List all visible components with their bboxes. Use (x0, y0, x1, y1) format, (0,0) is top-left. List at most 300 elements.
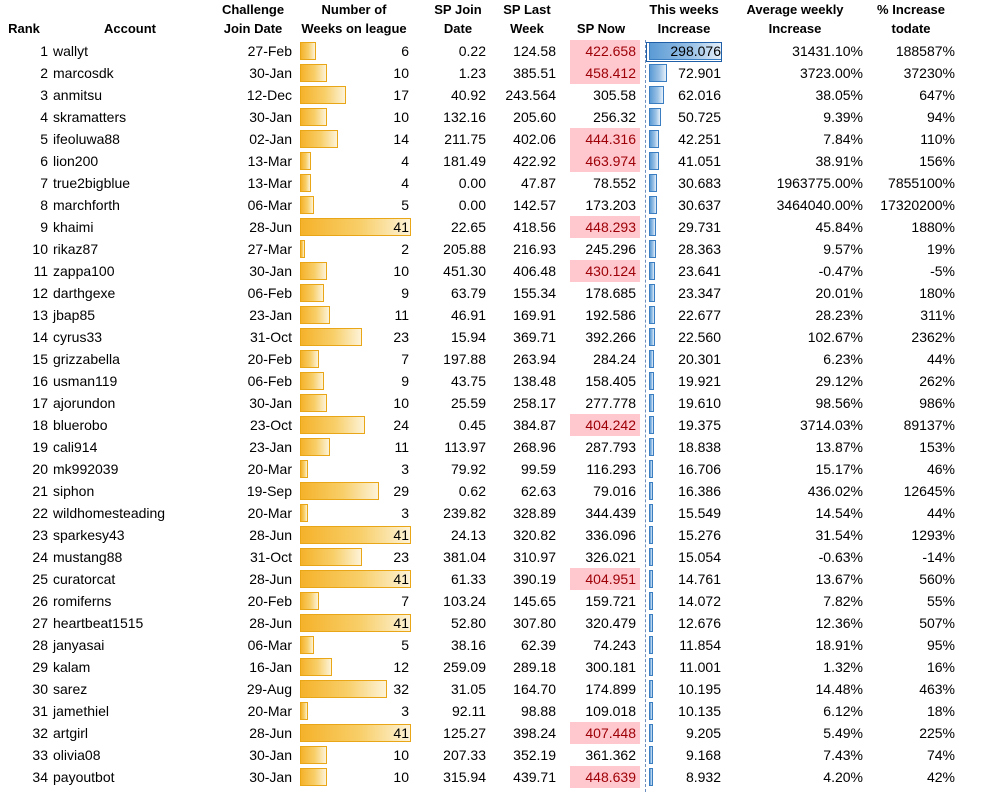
sp-now-cell[interactable]: 256.32 (593, 109, 636, 125)
weeks-cell[interactable]: 14 (393, 131, 409, 147)
sp-last-cell[interactable]: 320.82 (513, 527, 556, 543)
pct-increase-todate-cell[interactable]: 46% (926, 461, 955, 477)
sp-last-cell[interactable]: 155.34 (513, 285, 556, 301)
sp-last-cell[interactable]: 328.89 (513, 505, 556, 521)
this-weeks-increase-cell[interactable]: 50.725 (678, 109, 721, 125)
avg-weekly-increase-cell[interactable]: 29.12% (815, 373, 863, 389)
weeks-cell[interactable]: 5 (401, 637, 409, 653)
sp-join-cell[interactable]: 103.24 (443, 593, 486, 609)
avg-weekly-increase-cell[interactable]: 1.32% (823, 659, 863, 675)
join-date-cell[interactable]: 28-Jun (249, 219, 292, 235)
rank-cell[interactable]: 29 (32, 659, 48, 675)
avg-weekly-increase-cell[interactable]: 7.84% (823, 131, 863, 147)
weeks-cell[interactable]: 24 (393, 417, 409, 433)
join-date-cell[interactable]: 20-Mar (247, 703, 292, 719)
this-weeks-increase-cell[interactable]: 29.731 (678, 219, 721, 235)
rank-cell[interactable]: 16 (32, 373, 48, 389)
sp-last-cell[interactable]: 205.60 (513, 109, 556, 125)
sp-last-cell[interactable]: 406.48 (513, 263, 556, 279)
this-weeks-increase-cell[interactable]: 42.251 (678, 131, 721, 147)
join-date-cell[interactable]: 30-Jan (249, 109, 292, 125)
sp-now-cell[interactable]: 300.181 (585, 659, 636, 675)
weeks-cell[interactable]: 10 (393, 65, 409, 81)
sp-join-cell[interactable]: 451.30 (443, 263, 486, 279)
weeks-cell[interactable]: 11 (394, 307, 409, 323)
sp-last-cell[interactable]: 169.91 (513, 307, 556, 323)
sp-join-cell[interactable]: 0.22 (458, 43, 486, 59)
this-weeks-increase-cell[interactable]: 9.168 (685, 747, 721, 763)
account-cell[interactable]: marchforth (53, 197, 120, 213)
avg-weekly-increase-cell[interactable]: 5.49% (823, 725, 863, 741)
avg-weekly-increase-cell[interactable]: 31.54% (815, 527, 863, 543)
weeks-cell[interactable]: 23 (393, 549, 409, 565)
sp-join-cell[interactable]: 259.09 (443, 659, 486, 675)
join-date-cell[interactable]: 19-Sep (246, 483, 292, 499)
account-cell[interactable]: janyasai (53, 637, 105, 653)
pct-increase-todate-cell[interactable]: 225% (919, 725, 955, 741)
account-cell[interactable]: lion200 (53, 153, 99, 169)
sp-now-cell[interactable]: 74.243 (593, 637, 636, 653)
sp-now-cell[interactable]: 444.316 (585, 131, 636, 147)
join-date-cell[interactable]: 30-Jan (249, 395, 292, 411)
join-date-cell[interactable]: 30-Jan (249, 263, 292, 279)
pct-increase-todate-cell[interactable]: 156% (919, 153, 955, 169)
account-cell[interactable]: jbap85 (53, 307, 96, 323)
rank-cell[interactable]: 7 (40, 175, 48, 191)
sp-join-cell[interactable]: 197.88 (443, 351, 486, 367)
join-date-cell[interactable]: 29-Aug (246, 681, 292, 697)
sp-join-cell[interactable]: 132.16 (443, 109, 486, 125)
pct-increase-todate-cell[interactable]: 2362% (911, 329, 955, 345)
sp-now-cell[interactable]: 245.296 (585, 241, 636, 257)
this-weeks-increase-cell[interactable]: 298.076 (670, 43, 721, 59)
account-cell[interactable]: ajorundon (53, 395, 116, 411)
pct-increase-todate-cell[interactable]: 1293% (911, 527, 955, 543)
rank-cell[interactable]: 10 (32, 241, 48, 257)
sp-join-cell[interactable]: 38.16 (450, 637, 486, 653)
this-weeks-increase-cell[interactable]: 72.901 (678, 65, 721, 81)
join-date-cell[interactable]: 28-Jun (249, 615, 292, 631)
join-date-cell[interactable]: 30-Jan (249, 65, 292, 81)
weeks-cell[interactable]: 10 (393, 769, 409, 785)
account-cell[interactable]: sparkesy43 (53, 527, 125, 543)
sp-now-cell[interactable]: 463.974 (585, 153, 636, 169)
avg-weekly-increase-cell[interactable]: 9.39% (823, 109, 863, 125)
this-weeks-increase-cell[interactable]: 23.347 (678, 285, 721, 301)
pct-increase-todate-cell[interactable]: 560% (919, 571, 955, 587)
sp-now-cell[interactable]: 404.242 (585, 417, 636, 433)
header-rank[interactable]: Rank (8, 21, 40, 36)
avg-weekly-increase-cell[interactable]: 14.48% (815, 681, 863, 697)
sp-join-cell[interactable]: 0.00 (458, 175, 486, 191)
account-cell[interactable]: curatorcat (53, 571, 116, 587)
avg-weekly-increase-cell[interactable]: 14.54% (815, 505, 863, 521)
sp-now-cell[interactable]: 336.096 (585, 527, 636, 543)
weeks-cell[interactable]: 10 (393, 395, 409, 411)
pct-increase-todate-cell[interactable]: 37230% (903, 65, 955, 81)
sp-last-cell[interactable]: 385.51 (513, 65, 556, 81)
sp-join-cell[interactable]: 46.91 (450, 307, 486, 323)
sp-last-cell[interactable]: 398.24 (513, 725, 556, 741)
account-cell[interactable]: wildhomesteading (53, 505, 166, 521)
account-cell[interactable]: marcosdk (53, 65, 114, 81)
sp-join-cell[interactable]: 0.00 (458, 197, 486, 213)
account-cell[interactable]: rikaz87 (53, 241, 99, 257)
sp-join-cell[interactable]: 381.04 (443, 549, 486, 565)
rank-cell[interactable]: 23 (32, 527, 48, 543)
sp-now-cell[interactable]: 326.021 (585, 549, 636, 565)
sp-last-cell[interactable]: 268.96 (513, 439, 556, 455)
join-date-cell[interactable]: 28-Jun (249, 527, 292, 543)
pct-increase-todate-cell[interactable]: 180% (919, 285, 955, 301)
avg-weekly-increase-cell[interactable]: 13.67% (815, 571, 863, 587)
join-date-cell[interactable]: 31-Oct (249, 549, 292, 565)
sp-last-cell[interactable]: 352.19 (513, 747, 556, 763)
account-cell[interactable]: grizzabella (53, 351, 120, 367)
weeks-cell[interactable]: 32 (393, 681, 409, 697)
sp-last-cell[interactable]: 263.94 (513, 351, 556, 367)
join-date-cell[interactable]: 16-Jan (249, 659, 292, 675)
rank-cell[interactable]: 8 (40, 197, 48, 213)
sp-now-cell[interactable]: 361.362 (585, 747, 636, 763)
join-date-cell[interactable]: 27-Mar (247, 241, 292, 257)
rank-cell[interactable]: 24 (32, 549, 48, 565)
this-weeks-increase-cell[interactable]: 30.683 (678, 175, 721, 191)
sp-join-cell[interactable]: 52.80 (450, 615, 486, 631)
sp-now-cell[interactable]: 173.203 (585, 197, 636, 213)
sp-join-cell[interactable]: 79.92 (450, 461, 486, 477)
join-date-cell[interactable]: 28-Jun (249, 725, 292, 741)
join-date-cell[interactable]: 30-Jan (249, 747, 292, 763)
pct-increase-todate-cell[interactable]: 311% (920, 307, 955, 323)
sp-join-cell[interactable]: 61.33 (450, 571, 486, 587)
avg-weekly-increase-cell[interactable]: 15.17% (815, 461, 863, 477)
pct-increase-todate-cell[interactable]: 188587% (895, 43, 955, 59)
this-weeks-increase-cell[interactable]: 15.054 (678, 549, 721, 565)
weeks-cell[interactable]: 7 (401, 351, 409, 367)
this-weeks-increase-cell[interactable]: 15.276 (678, 527, 721, 543)
weeks-cell[interactable]: 3 (401, 703, 409, 719)
this-weeks-increase-cell[interactable]: 62.016 (678, 87, 721, 103)
pct-increase-todate-cell[interactable]: 44% (926, 505, 955, 521)
account-cell[interactable]: romiferns (53, 593, 112, 609)
sp-last-cell[interactable]: 142.57 (513, 197, 556, 213)
sp-now-cell[interactable]: 116.293 (586, 461, 636, 477)
avg-weekly-increase-cell[interactable]: 9.57% (823, 241, 863, 257)
sp-join-cell[interactable]: 25.59 (450, 395, 486, 411)
header-avg-weekly[interactable]: Average weekly Increase (746, 2, 844, 36)
account-cell[interactable]: olivia08 (53, 747, 101, 763)
sp-join-cell[interactable]: 0.62 (458, 483, 486, 499)
this-weeks-increase-cell[interactable]: 11.854 (679, 637, 721, 653)
sp-join-cell[interactable]: 92.11 (452, 703, 486, 719)
pct-increase-todate-cell[interactable]: 42% (926, 769, 955, 785)
sp-last-cell[interactable]: 310.97 (513, 549, 556, 565)
pct-increase-todate-cell[interactable]: 986% (919, 395, 955, 411)
sp-last-cell[interactable]: 124.58 (513, 43, 556, 59)
pct-increase-todate-cell[interactable]: 647% (919, 87, 955, 103)
account-cell[interactable]: jamethiel (53, 703, 110, 719)
rank-cell[interactable]: 3 (40, 87, 48, 103)
this-weeks-increase-cell[interactable]: 19.610 (678, 395, 721, 411)
pct-increase-todate-cell[interactable]: 89137% (903, 417, 955, 433)
sp-last-cell[interactable]: 289.18 (513, 659, 556, 675)
pct-increase-todate-cell[interactable]: 95% (926, 637, 955, 653)
sp-join-cell[interactable]: 315.94 (443, 769, 486, 785)
weeks-cell[interactable]: 5 (401, 197, 409, 213)
weeks-cell[interactable]: 4 (401, 175, 409, 191)
sp-last-cell[interactable]: 307.80 (513, 615, 556, 631)
sp-now-cell[interactable]: 458.412 (585, 65, 636, 81)
sp-last-cell[interactable]: 422.92 (513, 153, 556, 169)
weeks-cell[interactable]: 6 (401, 43, 409, 59)
account-cell[interactable]: mustang88 (53, 549, 123, 565)
rank-cell[interactable]: 22 (32, 505, 48, 521)
weeks-cell[interactable]: 4 (401, 153, 409, 169)
this-weeks-increase-cell[interactable]: 23.641 (678, 263, 721, 279)
sp-now-cell[interactable]: 192.586 (585, 307, 636, 323)
sp-last-cell[interactable]: 390.19 (513, 571, 556, 587)
avg-weekly-increase-cell[interactable]: 3464040.00% (776, 197, 863, 213)
account-cell[interactable]: payoutbot (53, 769, 115, 785)
sp-now-cell[interactable]: 392.266 (585, 329, 636, 345)
avg-weekly-increase-cell[interactable]: 6.12% (823, 703, 863, 719)
this-weeks-increase-cell[interactable]: 18.838 (678, 439, 721, 455)
weeks-cell[interactable]: 9 (401, 285, 409, 301)
join-date-cell[interactable]: 23-Jan (249, 439, 292, 455)
this-weeks-increase-cell[interactable]: 20.301 (678, 351, 721, 367)
rank-cell[interactable]: 19 (32, 439, 48, 455)
join-date-cell[interactable]: 23-Jan (249, 307, 292, 323)
weeks-cell[interactable]: 11 (394, 439, 409, 455)
sp-join-cell[interactable]: 207.33 (443, 747, 486, 763)
avg-weekly-increase-cell[interactable]: 7.43% (823, 747, 863, 763)
avg-weekly-increase-cell[interactable]: 18.91% (815, 637, 863, 653)
header-sp-last[interactable]: SP Last Week (503, 2, 551, 36)
rank-cell[interactable]: 2 (40, 65, 48, 81)
avg-weekly-increase-cell[interactable]: 4.20% (823, 769, 863, 785)
join-date-cell[interactable]: 27-Feb (247, 43, 292, 59)
rank-cell[interactable]: 30 (32, 681, 48, 697)
rank-cell[interactable]: 15 (32, 351, 48, 367)
pct-increase-todate-cell[interactable]: 262% (919, 373, 955, 389)
account-cell[interactable]: kalam (53, 659, 91, 675)
join-date-cell[interactable]: 06-Feb (247, 373, 292, 389)
avg-weekly-increase-cell[interactable]: 6.23% (823, 351, 863, 367)
sp-join-cell[interactable]: 24.13 (450, 527, 486, 543)
account-cell[interactable]: zappa100 (53, 263, 115, 279)
sp-last-cell[interactable]: 98.88 (520, 703, 556, 719)
avg-weekly-increase-cell[interactable]: 38.91% (815, 153, 863, 169)
sp-last-cell[interactable]: 418.56 (513, 219, 556, 235)
rank-cell[interactable]: 21 (32, 483, 48, 499)
sp-now-cell[interactable]: 178.685 (585, 285, 636, 301)
sp-last-cell[interactable]: 145.65 (513, 593, 556, 609)
avg-weekly-increase-cell[interactable]: 98.56% (815, 395, 863, 411)
sp-last-cell[interactable]: 99.59 (520, 461, 556, 477)
rank-cell[interactable]: 31 (32, 703, 48, 719)
join-date-cell[interactable]: 13-Mar (247, 175, 292, 191)
header-account[interactable]: Account (104, 21, 156, 36)
sp-last-cell[interactable]: 243.564 (505, 87, 556, 103)
join-date-cell[interactable]: 06-Mar (247, 637, 292, 653)
weeks-cell[interactable]: 10 (393, 263, 409, 279)
pct-increase-todate-cell[interactable]: 1880% (911, 219, 955, 235)
join-date-cell[interactable]: 20-Mar (247, 505, 292, 521)
sp-last-cell[interactable]: 402.06 (513, 131, 556, 147)
rank-cell[interactable]: 28 (32, 637, 48, 653)
pct-increase-todate-cell[interactable]: 463% (919, 681, 955, 697)
sp-now-cell[interactable]: 287.793 (585, 439, 636, 455)
account-cell[interactable]: khaimi (53, 219, 94, 235)
rank-cell[interactable]: 25 (32, 571, 48, 587)
weeks-cell[interactable]: 12 (393, 659, 409, 675)
this-weeks-increase-cell[interactable]: 11.001 (679, 659, 721, 675)
join-date-cell[interactable]: 20-Feb (247, 351, 292, 367)
weeks-cell[interactable]: 3 (401, 505, 409, 521)
header-sp-now[interactable]: SP Now (576, 21, 626, 36)
this-weeks-increase-cell[interactable]: 30.637 (678, 197, 721, 213)
sp-join-cell[interactable]: 63.79 (450, 285, 486, 301)
account-cell[interactable]: artgirl (53, 725, 89, 741)
pct-increase-todate-cell[interactable]: 55% (926, 593, 955, 609)
pct-increase-todate-cell[interactable]: 74% (926, 747, 955, 763)
rank-cell[interactable]: 12 (32, 285, 48, 301)
this-weeks-increase-cell[interactable]: 22.560 (678, 329, 721, 345)
rank-cell[interactable]: 4 (40, 109, 48, 125)
account-cell[interactable]: darthgexe (53, 285, 116, 301)
this-weeks-increase-cell[interactable]: 16.386 (678, 483, 721, 499)
avg-weekly-increase-cell[interactable]: 13.87% (815, 439, 863, 455)
sp-now-cell[interactable]: 430.124 (585, 263, 636, 279)
sp-join-cell[interactable]: 211.75 (444, 131, 486, 147)
sp-now-cell[interactable]: 448.639 (585, 769, 636, 785)
weeks-cell[interactable]: 41 (393, 725, 409, 741)
this-weeks-increase-cell[interactable]: 14.761 (678, 571, 721, 587)
sp-last-cell[interactable]: 216.93 (513, 241, 556, 257)
rank-cell[interactable]: 18 (32, 417, 48, 433)
sp-now-cell[interactable]: 284.24 (593, 351, 636, 367)
this-weeks-increase-cell[interactable]: 8.932 (685, 769, 721, 785)
sp-join-cell[interactable]: 0.45 (458, 417, 486, 433)
join-date-cell[interactable]: 28-Jun (249, 571, 292, 587)
sp-now-cell[interactable]: 407.448 (585, 725, 636, 741)
sp-now-cell[interactable]: 422.658 (585, 43, 636, 59)
join-date-cell[interactable]: 12-Dec (246, 87, 292, 103)
avg-weekly-increase-cell[interactable]: 20.01% (815, 285, 863, 301)
this-weeks-increase-cell[interactable]: 22.677 (678, 307, 721, 323)
sp-join-cell[interactable]: 22.65 (450, 219, 486, 235)
account-cell[interactable]: true2bigblue (53, 175, 131, 191)
join-date-cell[interactable]: 02-Jan (249, 131, 292, 147)
this-weeks-increase-cell[interactable]: 19.375 (678, 417, 721, 433)
sp-now-cell[interactable]: 158.405 (585, 373, 636, 389)
this-weeks-increase-cell[interactable]: 10.195 (678, 681, 721, 697)
sp-join-cell[interactable]: 15.94 (450, 329, 486, 345)
sp-now-cell[interactable]: 448.293 (585, 219, 636, 235)
account-cell[interactable]: heartbeat1515 (53, 615, 144, 631)
sp-last-cell[interactable]: 258.17 (513, 395, 556, 411)
rank-cell[interactable]: 5 (40, 131, 48, 147)
sp-now-cell[interactable]: 344.439 (585, 505, 636, 521)
rank-cell[interactable]: 17 (32, 395, 48, 411)
weeks-cell[interactable]: 7 (401, 593, 409, 609)
this-weeks-increase-cell[interactable]: 19.921 (678, 373, 721, 389)
avg-weekly-increase-cell[interactable]: 1963775.00% (776, 175, 863, 191)
account-cell[interactable]: cali914 (53, 439, 98, 455)
sp-join-cell[interactable]: 125.27 (443, 725, 486, 741)
pct-increase-todate-cell[interactable]: 110% (920, 131, 955, 147)
avg-weekly-increase-cell[interactable]: 38.05% (815, 87, 863, 103)
pct-increase-todate-cell[interactable]: 16% (926, 659, 955, 675)
sp-last-cell[interactable]: 164.70 (513, 681, 556, 697)
this-weeks-increase-cell[interactable]: 41.051 (678, 153, 721, 169)
pct-increase-todate-cell[interactable]: 94% (926, 109, 955, 125)
join-date-cell[interactable]: 30-Jan (249, 769, 292, 785)
rank-cell[interactable]: 6 (40, 153, 48, 169)
sp-join-cell[interactable]: 43.75 (450, 373, 486, 389)
join-date-cell[interactable]: 13-Mar (247, 153, 292, 169)
sp-last-cell[interactable]: 47.87 (520, 175, 556, 191)
account-cell[interactable]: bluerobo (53, 417, 108, 433)
pct-increase-todate-cell[interactable]: 18% (926, 703, 955, 719)
sp-last-cell[interactable]: 62.39 (520, 637, 556, 653)
this-weeks-increase-cell[interactable]: 28.363 (678, 241, 721, 257)
join-date-cell[interactable]: 06-Feb (247, 285, 292, 301)
pct-increase-todate-cell[interactable]: 44% (926, 351, 955, 367)
avg-weekly-increase-cell[interactable]: 31431.10% (792, 43, 863, 59)
sp-now-cell[interactable]: 277.778 (585, 395, 636, 411)
weeks-cell[interactable]: 41 (393, 571, 409, 587)
sp-join-cell[interactable]: 40.92 (450, 87, 486, 103)
sp-last-cell[interactable]: 138.48 (513, 373, 556, 389)
sp-join-cell[interactable]: 205.88 (443, 241, 486, 257)
header-this-weeks[interactable]: This weeks Increase (649, 2, 719, 36)
pct-increase-todate-cell[interactable]: 12645% (903, 483, 955, 499)
weeks-cell[interactable]: 2 (401, 241, 409, 257)
this-weeks-increase-cell[interactable]: 14.072 (678, 593, 721, 609)
rank-cell[interactable]: 1 (40, 43, 48, 59)
sp-last-cell[interactable]: 62.63 (520, 483, 556, 499)
weeks-cell[interactable]: 41 (393, 527, 409, 543)
header-pct-todate[interactable]: % Increase todate (877, 2, 945, 36)
avg-weekly-increase-cell[interactable]: -0.63% (818, 549, 863, 565)
this-weeks-increase-cell[interactable]: 9.205 (685, 725, 721, 741)
sp-now-cell[interactable]: 320.479 (585, 615, 636, 631)
join-date-cell[interactable]: 20-Mar (247, 461, 292, 477)
sp-now-cell[interactable]: 174.899 (585, 681, 636, 697)
rank-cell[interactable]: 14 (32, 329, 48, 345)
avg-weekly-increase-cell[interactable]: 3714.03% (799, 417, 863, 433)
sp-last-cell[interactable]: 369.71 (513, 329, 556, 345)
rank-cell[interactable]: 9 (40, 219, 48, 235)
join-date-cell[interactable]: 23-Oct (249, 417, 292, 433)
weeks-cell[interactable]: 41 (393, 615, 409, 631)
weeks-cell[interactable]: 17 (393, 87, 409, 103)
pct-increase-todate-cell[interactable]: -14% (922, 549, 955, 565)
sp-join-cell[interactable]: 113.97 (444, 439, 486, 455)
join-date-cell[interactable]: 20-Feb (247, 593, 292, 609)
weeks-cell[interactable]: 29 (393, 483, 409, 499)
avg-weekly-increase-cell[interactable]: 45.84% (815, 219, 863, 235)
this-weeks-increase-cell[interactable]: 15.549 (678, 505, 721, 521)
join-date-cell[interactable]: 06-Mar (247, 197, 292, 213)
avg-weekly-increase-cell[interactable]: 436.02% (807, 483, 863, 499)
join-date-cell[interactable]: 31-Oct (249, 329, 292, 345)
pct-increase-todate-cell[interactable]: 19% (926, 241, 955, 257)
weeks-cell[interactable]: 9 (401, 373, 409, 389)
sp-now-cell[interactable]: 79.016 (593, 483, 636, 499)
